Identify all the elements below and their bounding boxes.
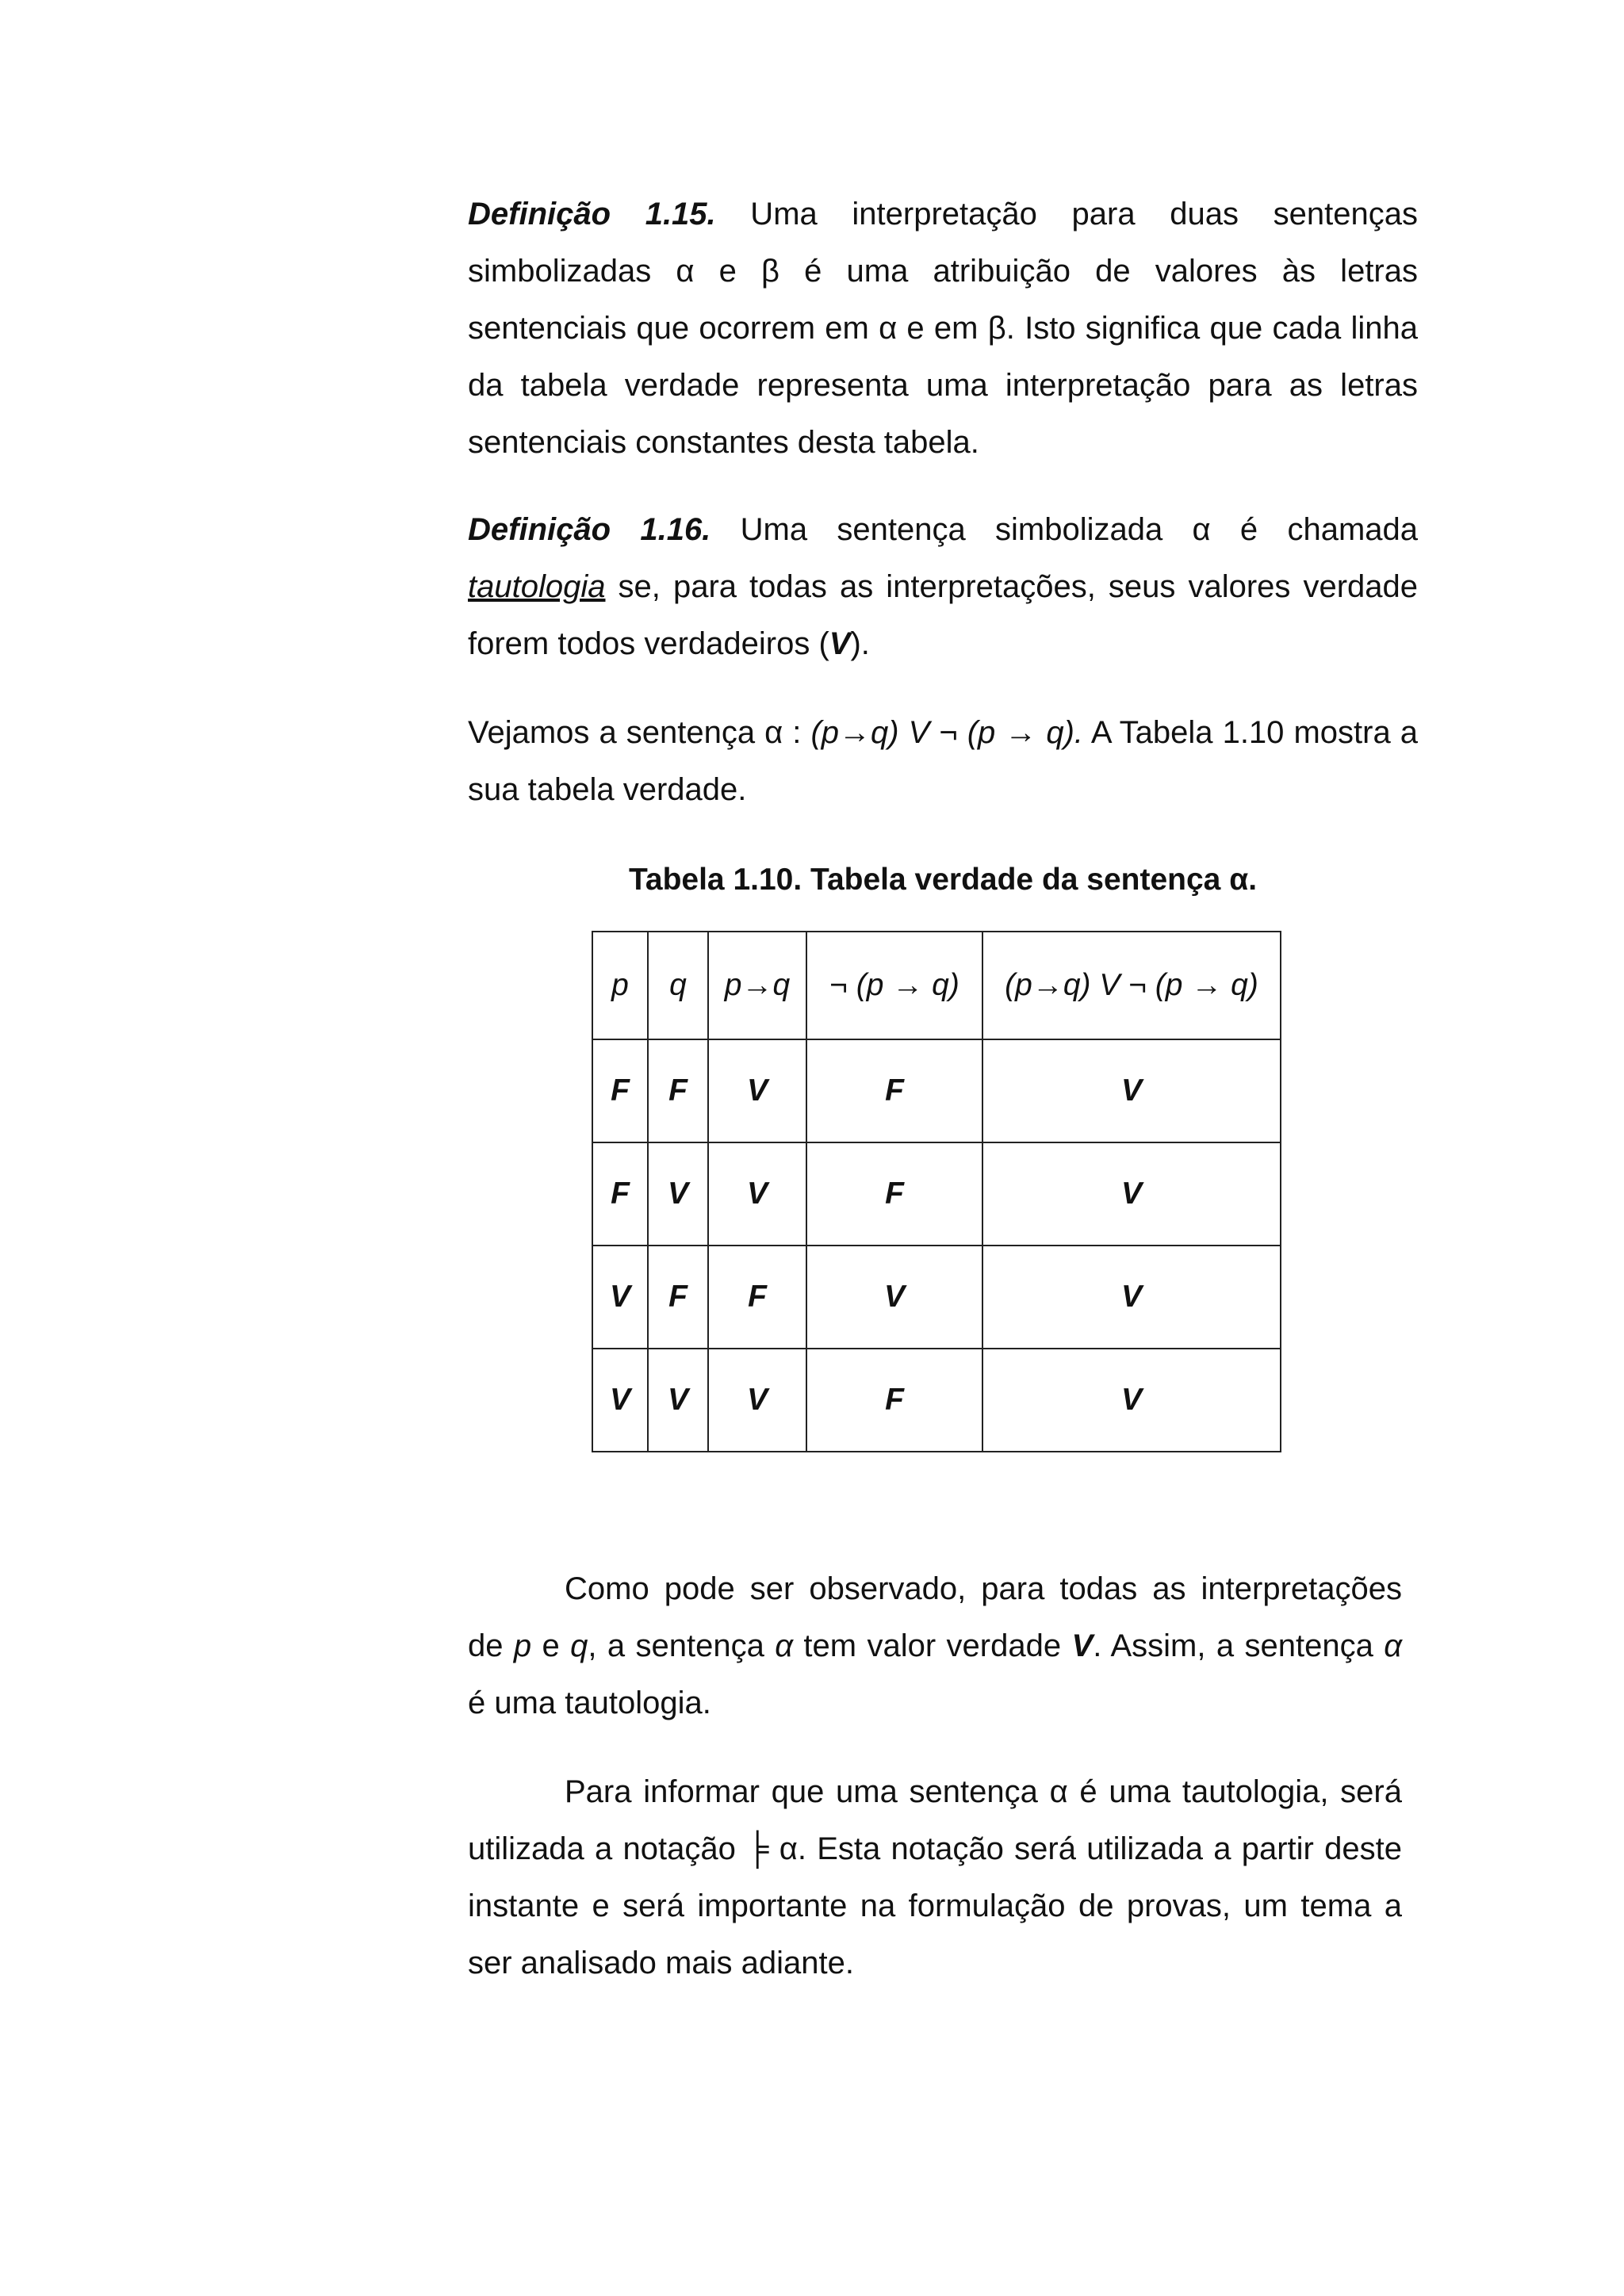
observation-text: , a sentença <box>588 1628 776 1663</box>
table-cell: F <box>708 1246 806 1349</box>
observation-text: Como pode ser observado, para todas as interpretações de <box>468 1571 1402 1663</box>
table-cell: V <box>982 1246 1281 1349</box>
table-cell: V <box>982 1039 1281 1142</box>
table-cell: F <box>806 1142 982 1246</box>
v-symbol: V <box>1071 1628 1094 1663</box>
header-cell: p→q <box>708 932 806 1039</box>
table-cell: F <box>806 1349 982 1452</box>
table-cell: V <box>982 1349 1281 1452</box>
alpha-symbol: α <box>775 1628 794 1663</box>
header-cell: p <box>592 932 648 1039</box>
definition-text: Uma sentença simbolizada α é chamada <box>710 512 1419 547</box>
table-cell: V <box>806 1246 982 1349</box>
table-caption: Tabela 1.10. Tabela verdade da sentença α. <box>628 863 1258 897</box>
example-paragraph <box>468 704 1418 818</box>
table-row <box>592 1349 1281 1452</box>
v-symbol: V <box>829 626 851 661</box>
table-cell: V <box>708 1349 806 1452</box>
definition-text: Uma interpretação para duas sentenças simbolizadas α e β é uma atribuição de valores às letras sentenciais que ocorrem em α e em β. Isto significa que cada linha da tabela verdade representa uma interpretação para as letras sentenciais constantes desta tabela. <box>468 197 1418 460</box>
definition-1-16 <box>468 501 1418 672</box>
header-cell: ¬ (p → q) <box>806 932 982 1039</box>
observation-paragraph <box>468 1560 1402 1732</box>
example-formula: (p→q) V ¬ (p → q). <box>810 715 1084 750</box>
table-row <box>592 1039 1281 1142</box>
definition-label: Definição 1.15. <box>468 197 716 232</box>
table-cell: V <box>648 1349 708 1452</box>
definition-1-15 <box>468 186 1418 471</box>
table-cell: F <box>592 1142 648 1246</box>
observation-text: . Assim, a sentença <box>1093 1628 1385 1663</box>
definition-text: ). <box>850 626 870 661</box>
notation-paragraph: Para informar que uma sentença α é uma tautologia, será utilizada a notação ╞ α. Esta notação será utilizada a partir deste instante e será importante na formulação de provas, um tema a ser analisado mais adiante. <box>468 1774 1402 1980</box>
table-cell: V <box>708 1142 806 1246</box>
table-header-row <box>592 932 1281 1039</box>
tautologia-term: tautologia <box>468 569 606 604</box>
definition-label: Definição 1.16. <box>468 512 711 547</box>
table-cell: V <box>708 1039 806 1142</box>
table-cell: F <box>648 1039 708 1142</box>
header-cell: (p→q) V ¬ (p → q) <box>982 932 1281 1039</box>
table-cell: F <box>648 1246 708 1349</box>
alpha-symbol: α <box>1384 1628 1403 1663</box>
header-cell: q <box>648 932 708 1039</box>
table-cell: V <box>592 1246 648 1349</box>
observation-text: é uma tautologia. <box>468 1686 711 1720</box>
table-row <box>592 1246 1281 1349</box>
observation-text: tem valor verdade <box>793 1628 1072 1663</box>
table-cell: V <box>982 1142 1281 1246</box>
variable-p: p <box>513 1628 532 1663</box>
table-row <box>592 1142 1281 1246</box>
example-text: A Tabela 1.10 mostra a sua tabela verdade. <box>468 715 1418 807</box>
definition-text: se, para todas as interpretações, seus valores verdade forem todos verdadeiros ( <box>468 569 1418 661</box>
observation-text: e <box>531 1628 571 1663</box>
truth-table <box>592 931 1281 1452</box>
table-cell: V <box>648 1142 708 1246</box>
table-cell: F <box>592 1039 648 1142</box>
table-cell: F <box>806 1039 982 1142</box>
example-text: Vejamos a sentença α : <box>468 715 811 750</box>
variable-q: q <box>570 1628 588 1663</box>
table-cell: V <box>592 1349 648 1452</box>
